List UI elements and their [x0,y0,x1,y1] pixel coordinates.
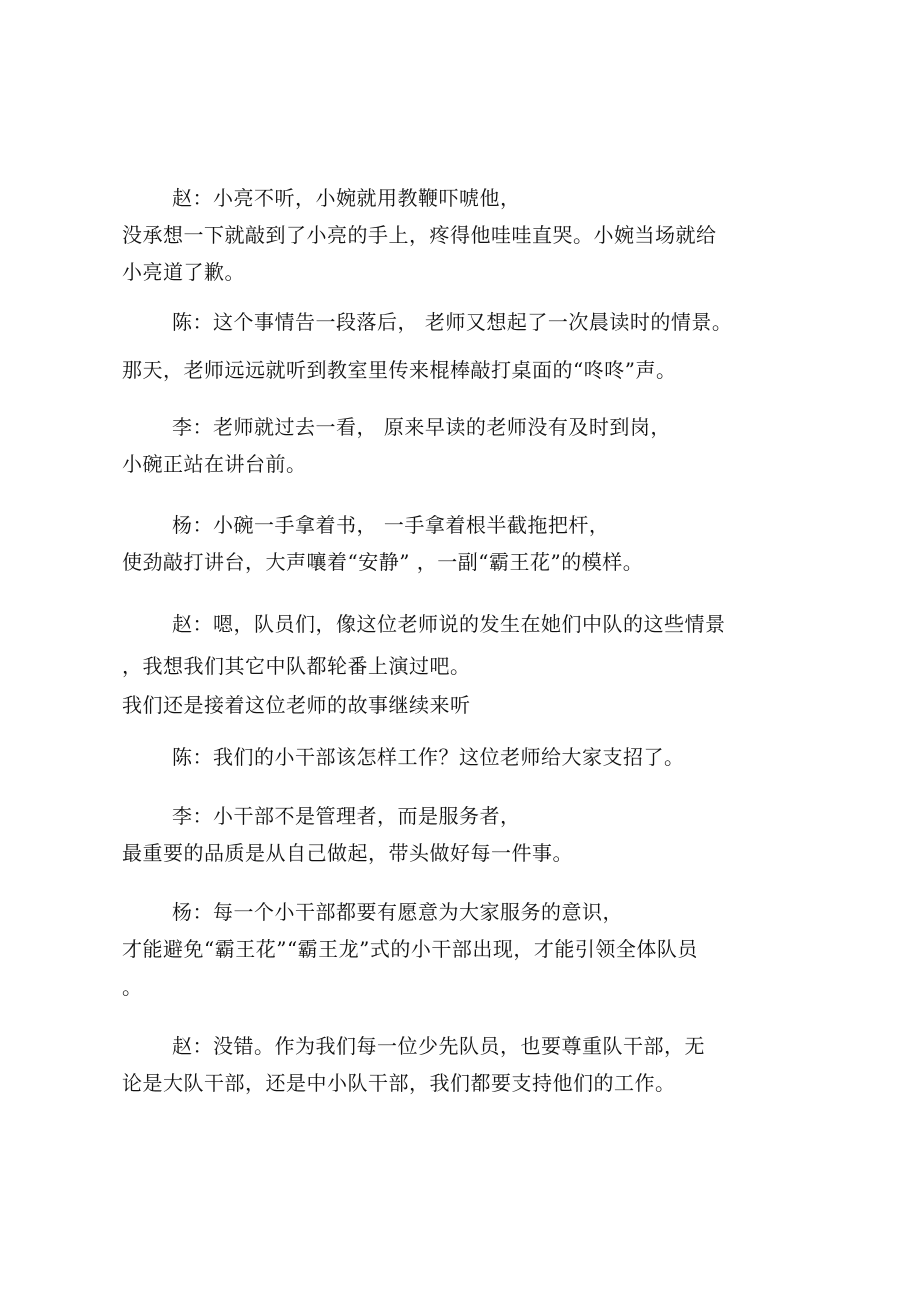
paragraph-1-line-1: 赵：小亮不听，小婉就用教鞭吓唬他， [172,186,521,210]
paragraph-5-line-3: 我们还是接着这位老师的故事继续来听 [122,693,471,717]
paragraph-7-line-1: 李：小干部不是管理者，而是服务者， [172,804,521,828]
paragraph-1-line-3: 小亮道了歉。 [122,260,245,284]
paragraph-5-line-2: ，我想我们其它中队都轮番上演过吧。 [122,654,471,678]
paragraph-2-line-2: 那天，老师远远就听到教室里传来棍棒敲打桌面的“咚咚”声。 [122,358,677,382]
paragraph-8-line-3: 。 [122,975,143,999]
paragraph-1-line-2: 没承想一下就敲到了小亮的手上，疼得他哇哇直哭。小婉当场就给 [122,223,717,247]
paragraph-8-line-1: 杨：每一个小干部都要有愿意为大家服务的意识， [172,900,623,924]
paragraph-5-line-1: 赵：嗯，队员们，像这位老师说的发生在她们中队的这些情景 [172,612,726,636]
paragraph-4-line-1: 杨：小碗一手拿着书， 一手拿着根半截拖把杆， [172,513,610,537]
paragraph-3-line-1: 李：老师就过去一看， 原来早读的老师没有及时到岗， [172,415,671,439]
paragraph-9-line-1: 赵：没错。作为我们每一位少先队员，也要尊重队干部，无 [172,1034,705,1058]
paragraph-9-line-2: 论是大队干部，还是中小队干部，我们都要支持他们的工作。 [122,1071,676,1095]
paragraph-3-line-2: 小碗正站在讲台前。 [122,452,307,476]
paragraph-7-line-2: 最重要的品质是从自己做起，带头做好每一件事。 [122,841,573,865]
paragraph-4-line-2: 使劲敲打讲台，大声嚷着“安静” ，一副“霸王花”的模样。 [122,550,644,574]
paragraph-2-line-1: 陈：这个事情告一段落后， 老师又想起了一次晨读时的情景。 [172,310,733,334]
paragraph-8-line-2: 才能避免“霸王花”“霸王龙”式的小干部出现，才能引领全体队员 [122,937,698,961]
paragraph-6-line-1: 陈：我们的小干部该怎样工作？这位老师给大家支招了。 [172,745,685,769]
